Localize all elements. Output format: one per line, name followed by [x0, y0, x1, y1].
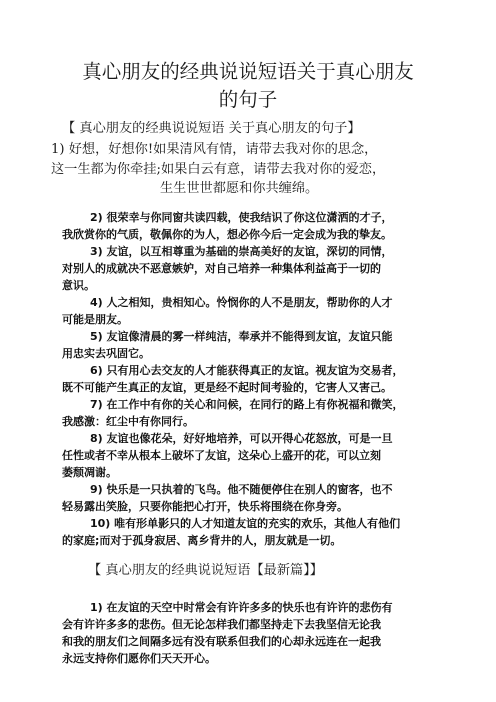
body-line: 既不可能产生真正的友谊，更是经不起时间考验的，它害人又害己。: [62, 381, 392, 394]
body-line: 10) 唯有形单影只的人才知道友谊的充实的欢乐，其他人有他们: [90, 517, 401, 530]
body-line: 用忠实去巩固它。: [62, 347, 150, 360]
intro-heading: 【 真心朋友的经典说说短语 关于真心朋友的句子】: [62, 121, 361, 136]
body-line: 意识。: [62, 279, 95, 292]
body-line: 5) 友谊像清晨的雾一样纯洁，奉承并不能得到友谊，友谊只能: [90, 330, 393, 343]
section-line: 和我的朋友们之间隔多远有没有联系但我们的心却永远连在一起我: [62, 635, 381, 648]
body-line: 8) 友谊也像花朵，好好地培养，可以开得心花怒放，可是一旦: [90, 432, 393, 445]
body-line: 3) 友谊，以互相尊重为基础的崇高美好的友谊，深切的同情，: [90, 245, 393, 258]
section-line: 永远支持你们愿你们天天开心。: [62, 652, 216, 665]
body-line: 4) 人之相知，贵相知心。怜悯你的人不是朋友，帮助你的人才: [90, 296, 393, 309]
title-line-1: 真心朋友的经典说说短语关于真心朋友: [82, 60, 414, 83]
body-line: 任性或者不幸从根本上破坏了友谊，这朵心上盛开的花，可以立刻: [62, 449, 381, 462]
section-heading: 【 真心朋友的经典说说短语【最新篇】】: [88, 563, 323, 578]
body-line: 2) 很荣幸与你同窗共读四载，使我结识了你这位潇洒的才子，: [90, 211, 393, 224]
body-line: 我欣赏你的气质，敬佩你的为人，想必你今后一定会成为我的挚友。: [62, 228, 392, 241]
title-line-2: 的句子: [218, 88, 278, 111]
body-line: 可能是朋友。: [62, 313, 128, 326]
section-line: 会有许许多多的悲伤。但无论怎样我们都坚持走下去我坚信无论我: [62, 618, 381, 631]
intro-line: 这一生都为你牵挂;如果白云有意，请带去我对你的爱恋，: [51, 162, 386, 177]
intro-line: 生生世世都愿和你共缠绵。: [160, 181, 319, 196]
document-title: [40, 58, 456, 114]
intro-line: 1) 好想，好想你!如果清风有情，请带去我对你的思念，: [51, 142, 378, 157]
body-line: 萎颓凋谢。: [62, 466, 117, 479]
body-line: 我感激：红尘中有你同行。: [62, 415, 194, 428]
body-line: 7) 在工作中有你的关心和问候，在同行的路上有你祝福和微笑，: [90, 398, 404, 411]
body-line: 的家庭;而对于孤身寂居、离乡背井的人，朋友就是一切。: [62, 534, 342, 547]
body-line: 轻易露出笑脸，只要你能把心打开，快乐将围绕在你身旁。: [62, 500, 348, 513]
body-line: 6) 只有用心去交友的人才能获得真正的友谊。视友谊为交易者，: [90, 364, 404, 377]
body-line: 对别人的成就决不恶意嫉妒，对自己培养一种集体利益高于一切的: [62, 262, 381, 275]
body-line: 9) 快乐是一只执着的飞鸟。他不随便停住在别人的窗客，也不: [90, 483, 393, 496]
section-line: 1) 在友谊的天空中时常会有许许多多的快乐也有许许的悲伤有: [90, 601, 393, 614]
